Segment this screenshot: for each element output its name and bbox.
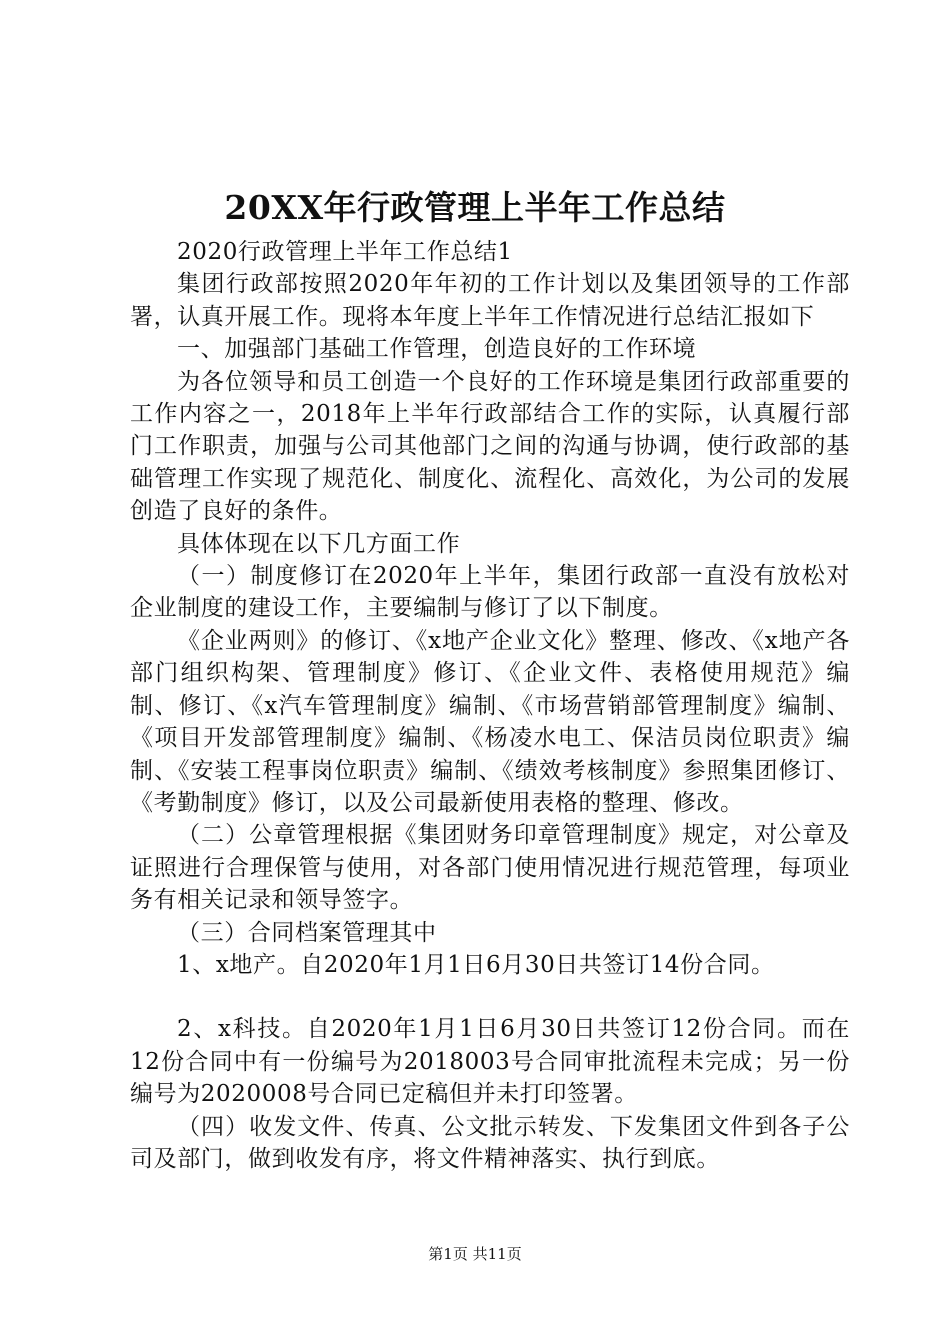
document-body	[130, 236, 850, 1175]
paragraph-system-revision: （一）制度修订在2020年上半年，集团行政部一直没有放松对企业制度的建设工作，主要编制与修订了以下制度。	[130, 563, 850, 622]
page-number: 第1页 共11页	[428, 1245, 522, 1263]
paragraph-contract-archive: （三）合同档案管理其中	[177, 919, 437, 946]
paragraph-intro: 集团行政部按照2020年年初的工作计划以及集团领导的工作部署，认真开展工作。现将本年度上半年工作情况进行总结汇报如下	[130, 271, 850, 330]
paragraph-aspects: 具体体现在以下几方面工作	[177, 530, 461, 557]
document-title: 20XX年行政管理上半年工作总结	[224, 188, 726, 227]
paragraph-work-environment: 为各位领导和员工创造一个良好的工作环境是集团行政部重要的工作内容之一，2018年上半年行政部结合工作的实际，认真履行部门工作职责，加强与公司其他部门之间的沟通与协调，使行政部的基础管理工作实现了规范化、制度化、流程化、高效化，为公司的发展创造了良好的条件。	[130, 368, 850, 525]
paragraph-contract-realestate: 1、x地产。自2020年1月1日6月30日共签订14份合同。	[177, 951, 775, 978]
paragraph-document-handling: （四）收发文件、传真、公文批示转发、下发集团文件到各子公司及部门，做到收发有序，将文件精神落实、执行到底。	[130, 1113, 850, 1172]
paragraph-seal-management: （二）公章管理根据《集团财务印章管理制度》规定，对公章及证照进行合理保管与使用，对各部门使用情况进行规范管理，每项业务有相关记录和领导签字。	[130, 822, 850, 914]
paragraph-contract-tech: 2、x科技。自2020年1月1日6月30日共签订12份合同。而在12份合同中有一份编号为2018003号合同审批流程未完成；另一份编号为2020008号合同已定稿但并未打印签署。	[130, 1016, 850, 1108]
paragraph-subtitle: 2020行政管理上半年工作总结1	[177, 239, 513, 265]
paragraph-system-list: 《企业两则》的修订、《x地产企业文化》整理、修改、《x地产各部门组织构架、管理制度》修订、《企业文件、表格使用规范》编制、修订、《x汽车管理制度》编制、《市场营销部管理制度》编制、《项目开发部管理制度》编制、《杨凌水电工、保洁员岗位职责》编制、《安装工程事岗位职责》编制、《绩效考核制度》参照集团修订、《考勤制度》修订，以及公司最新使用表格的整理、修改。	[130, 627, 850, 816]
section-heading-1: 一、加强部门基础工作管理，创造良好的工作环境	[177, 336, 697, 363]
